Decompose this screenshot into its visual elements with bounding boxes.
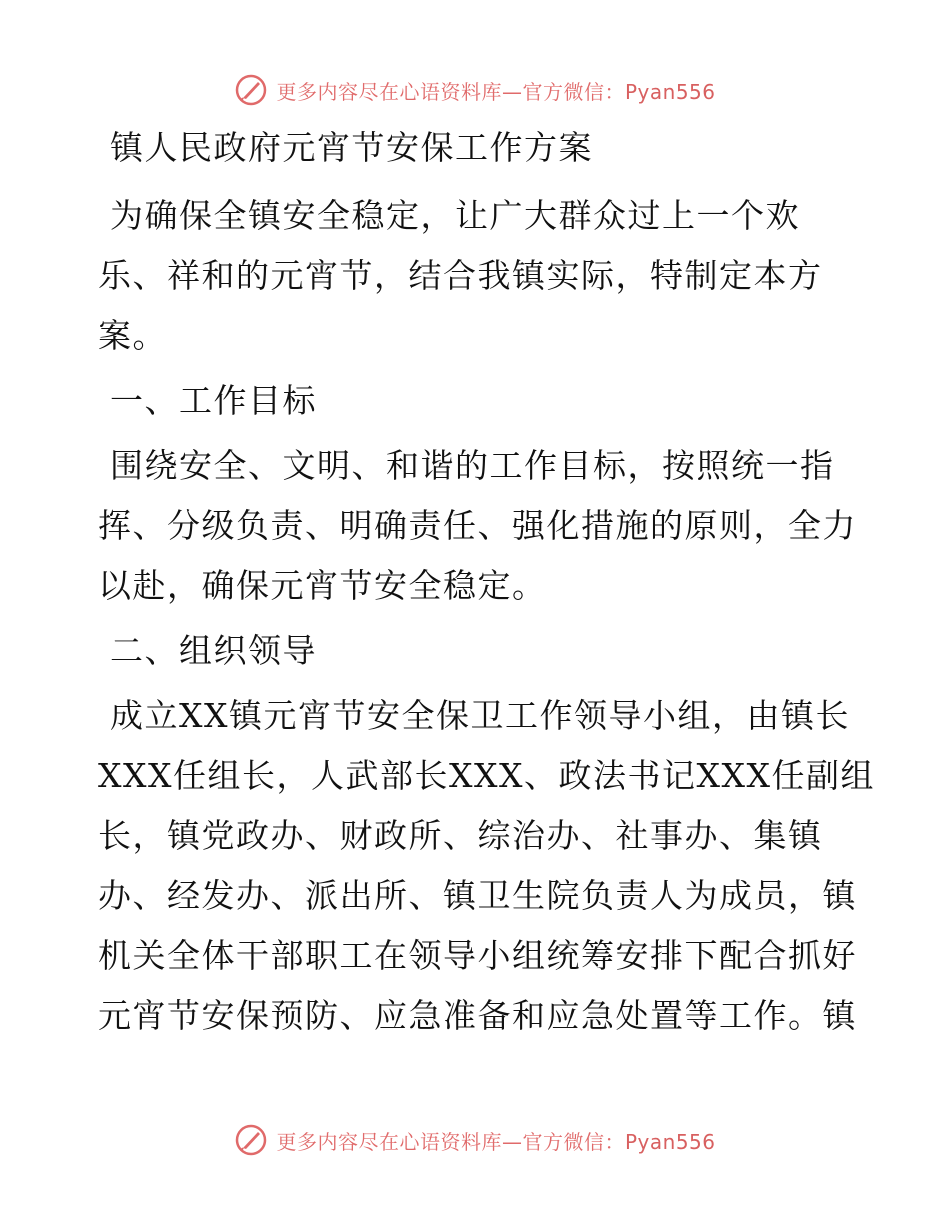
section1-line: 以赴，确保元宵节安全稳定。 <box>98 566 547 605</box>
quill-logo-icon <box>234 1123 268 1157</box>
intro-line: 乐、祥和的元宵节，结合我镇实际，特制定本方 <box>98 256 823 295</box>
section2-line: 成立XX镇元宵节安全保卫工作领导小组，由镇长 <box>110 696 850 735</box>
header-banner <box>0 70 950 110</box>
intro-line: 案。 <box>98 316 167 355</box>
banner-text <box>276 76 715 105</box>
section2-line: XXX任组长，人武部长XXX、政法书记XXX任副组 <box>98 756 875 795</box>
intro-line: 为确保全镇安全稳定，让广大群众过上一个欢 <box>110 196 800 235</box>
quill-logo-icon <box>234 73 268 107</box>
banner-wechat-id: Pyan556 <box>624 1129 716 1154</box>
section-heading: 一、工作目标 <box>110 381 317 420</box>
footer-banner <box>0 1120 950 1160</box>
document-title: 镇人民政府元宵节安保工作方案 <box>110 128 593 167</box>
banner-text <box>276 1126 715 1155</box>
section2-line: 办、经发办、派出所、镇卫生院负责人为成员，镇 <box>98 876 857 915</box>
banner-slogan: 更多内容尽在心语资料库—官方微信： <box>276 1129 625 1154</box>
section1-line: 挥、分级负责、明确责任、强化措施的原则，全力 <box>98 506 857 545</box>
section-heading: 二、组织领导 <box>110 631 317 670</box>
section2-line: 元宵节安保预防、应急准备和应急处置等工作。镇 <box>98 996 857 1035</box>
section2-line: 长，镇党政办、财政所、综治办、社事办、集镇 <box>98 816 823 855</box>
document-body <box>98 118 875 1046</box>
banner-slogan: 更多内容尽在心语资料库—官方微信： <box>276 79 625 104</box>
banner-wechat-id: Pyan556 <box>624 79 716 104</box>
section2-line: 机关全体干部职工在领导小组统筹安排下配合抓好 <box>98 936 857 975</box>
section1-line: 围绕安全、文明、和谐的工作目标，按照统一指 <box>110 446 835 485</box>
